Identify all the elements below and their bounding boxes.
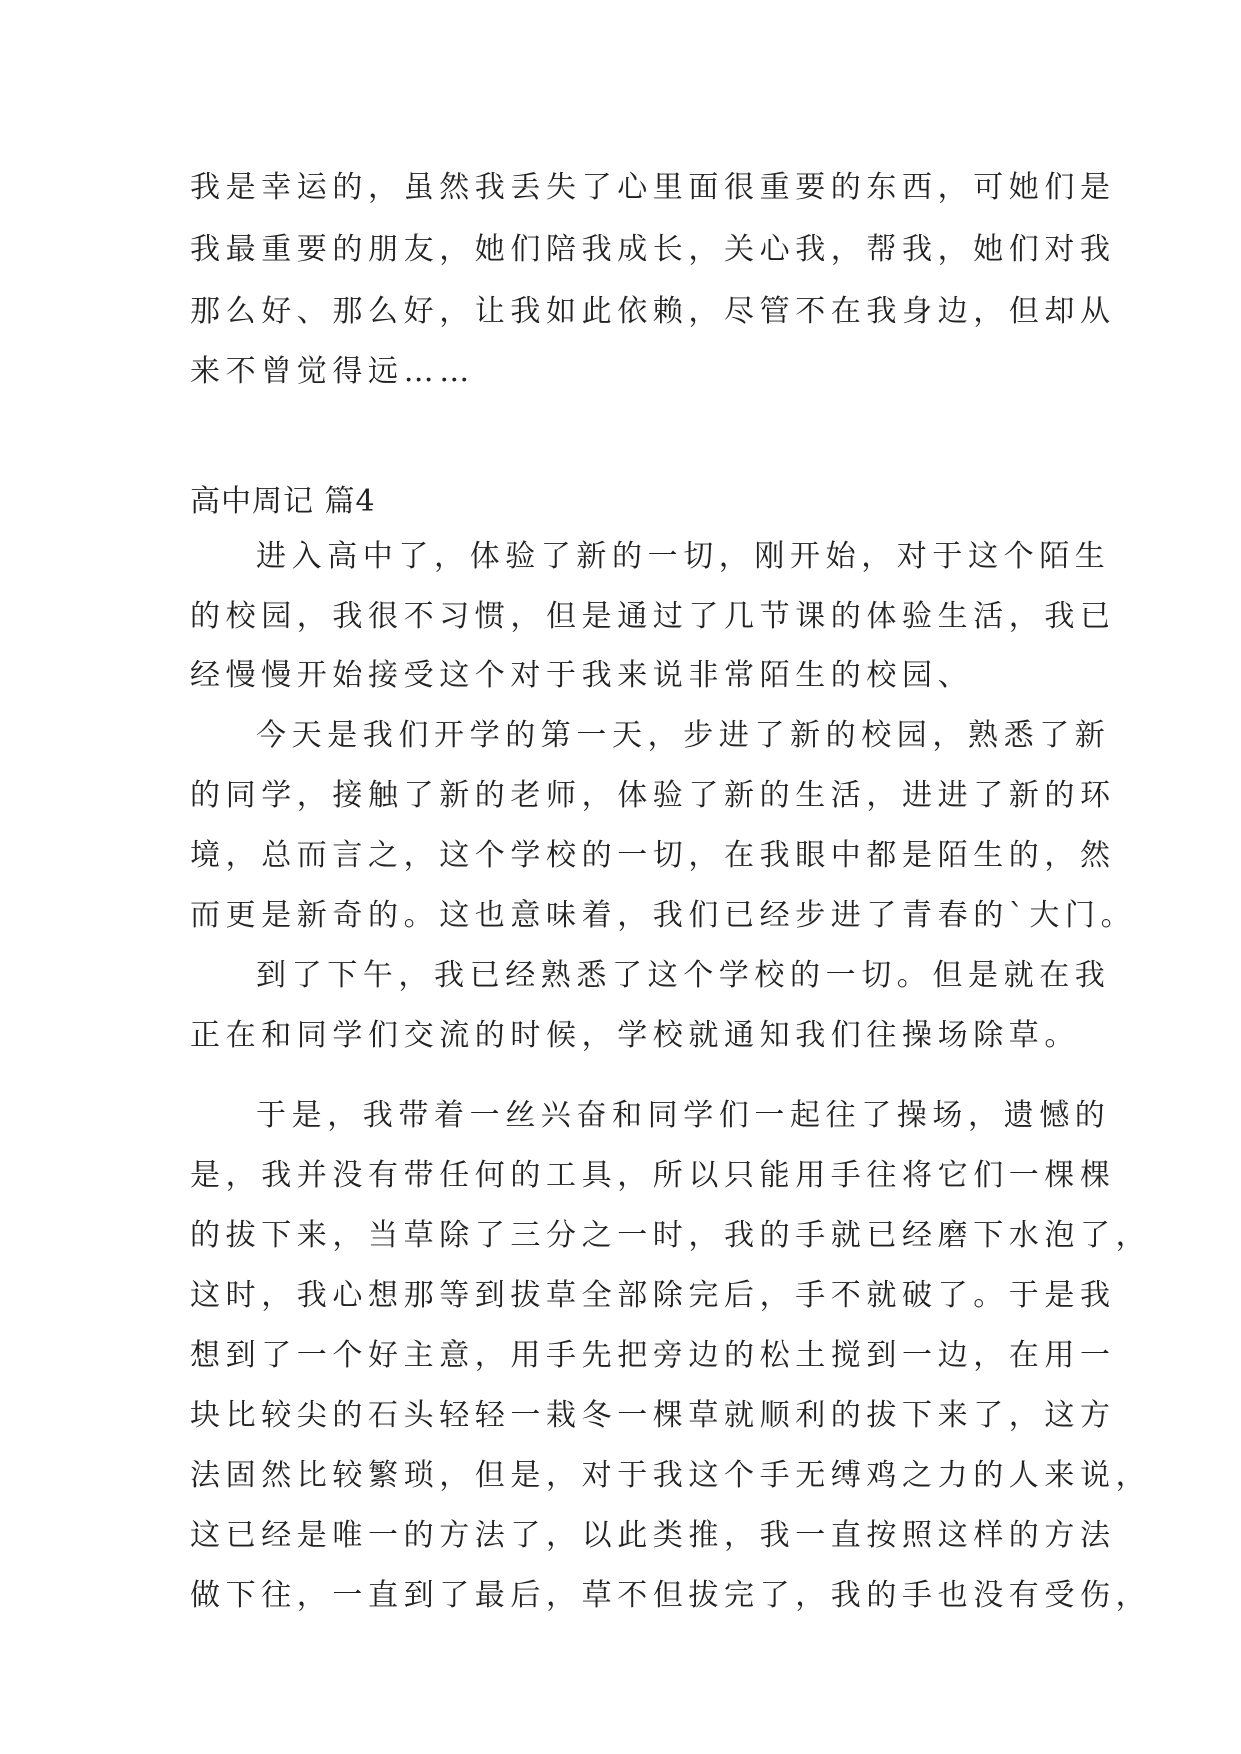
text-line: 经慢慢开始接受这个对于我来说非常陌生的校园、 [190,658,974,693]
text-line: 的拔下来，当草除了三分之一时，我的手就已经磨下水泡了， [190,1218,1152,1253]
text-line: 的校园，我很不习惯，但是通过了几节课的体验生活，我已 [190,599,1116,634]
text-line: 块比较尖的石头轻轻一栽冬一棵草就顺利的拔下来了，这方 [190,1398,1116,1433]
text-line: 正在和同学们交流的时候，学校就通知我们往操场除草。 [190,1018,1080,1053]
text-line: 是，我并没有带任何的工具，所以只能用手往将它们一棵棵 [190,1158,1116,1193]
text-line: 我是幸运的，虽然我丢失了心里面很重要的东西，可她们是 [190,170,1116,205]
section-title: 高中周记 篇4 [190,484,376,519]
text-line: 想到了一个好主意，用手先把旁边的松土搅到一边，在用一 [190,1338,1116,1373]
text-line: 这已经是唯一的方法了，以此类推，我一直按照这样的方法 [190,1518,1116,1553]
text-line: 进入高中了，体验了新的一切，刚开始，对于这个陌生 [256,539,1111,574]
text-line: 法固然比较繁琐，但是，对于我这个手无缚鸡之力的人来说， [190,1458,1152,1493]
text-line: 境，总而言之，这个学校的一切，在我眼中都是陌生的，然 [190,838,1116,873]
text-line: 到了下午，我已经熟悉了这个学校的一切。但是就在我 [256,958,1111,993]
text-line: 那么好、那么好，让我如此依赖，尽管不在我身边，但却从 [190,294,1116,329]
text-line: 今天是我们开学的第一天，步进了新的校园，熟悉了新 [256,718,1111,753]
text-line: 做下往，一直到了最后，草不但拔完了，我的手也没有受伤， [190,1578,1152,1613]
text-line: 的同学，接触了新的老师，体验了新的生活，进进了新的环 [190,778,1116,813]
text-line: 来不曾觉得远…… [190,354,475,389]
text-line: 我最重要的朋友，她们陪我成长，关心我，帮我，她们对我 [190,232,1116,267]
text-line: 于是，我带着一丝兴奋和同学们一起往了操场，遗憾的 [256,1098,1111,1133]
text-line: 这时，我心想那等到拔草全部除完后，手不就破了。于是我 [190,1278,1116,1313]
text-line: 而更是新奇的。这也意味着，我们已经步进了青春的`大门。 [190,898,1137,933]
